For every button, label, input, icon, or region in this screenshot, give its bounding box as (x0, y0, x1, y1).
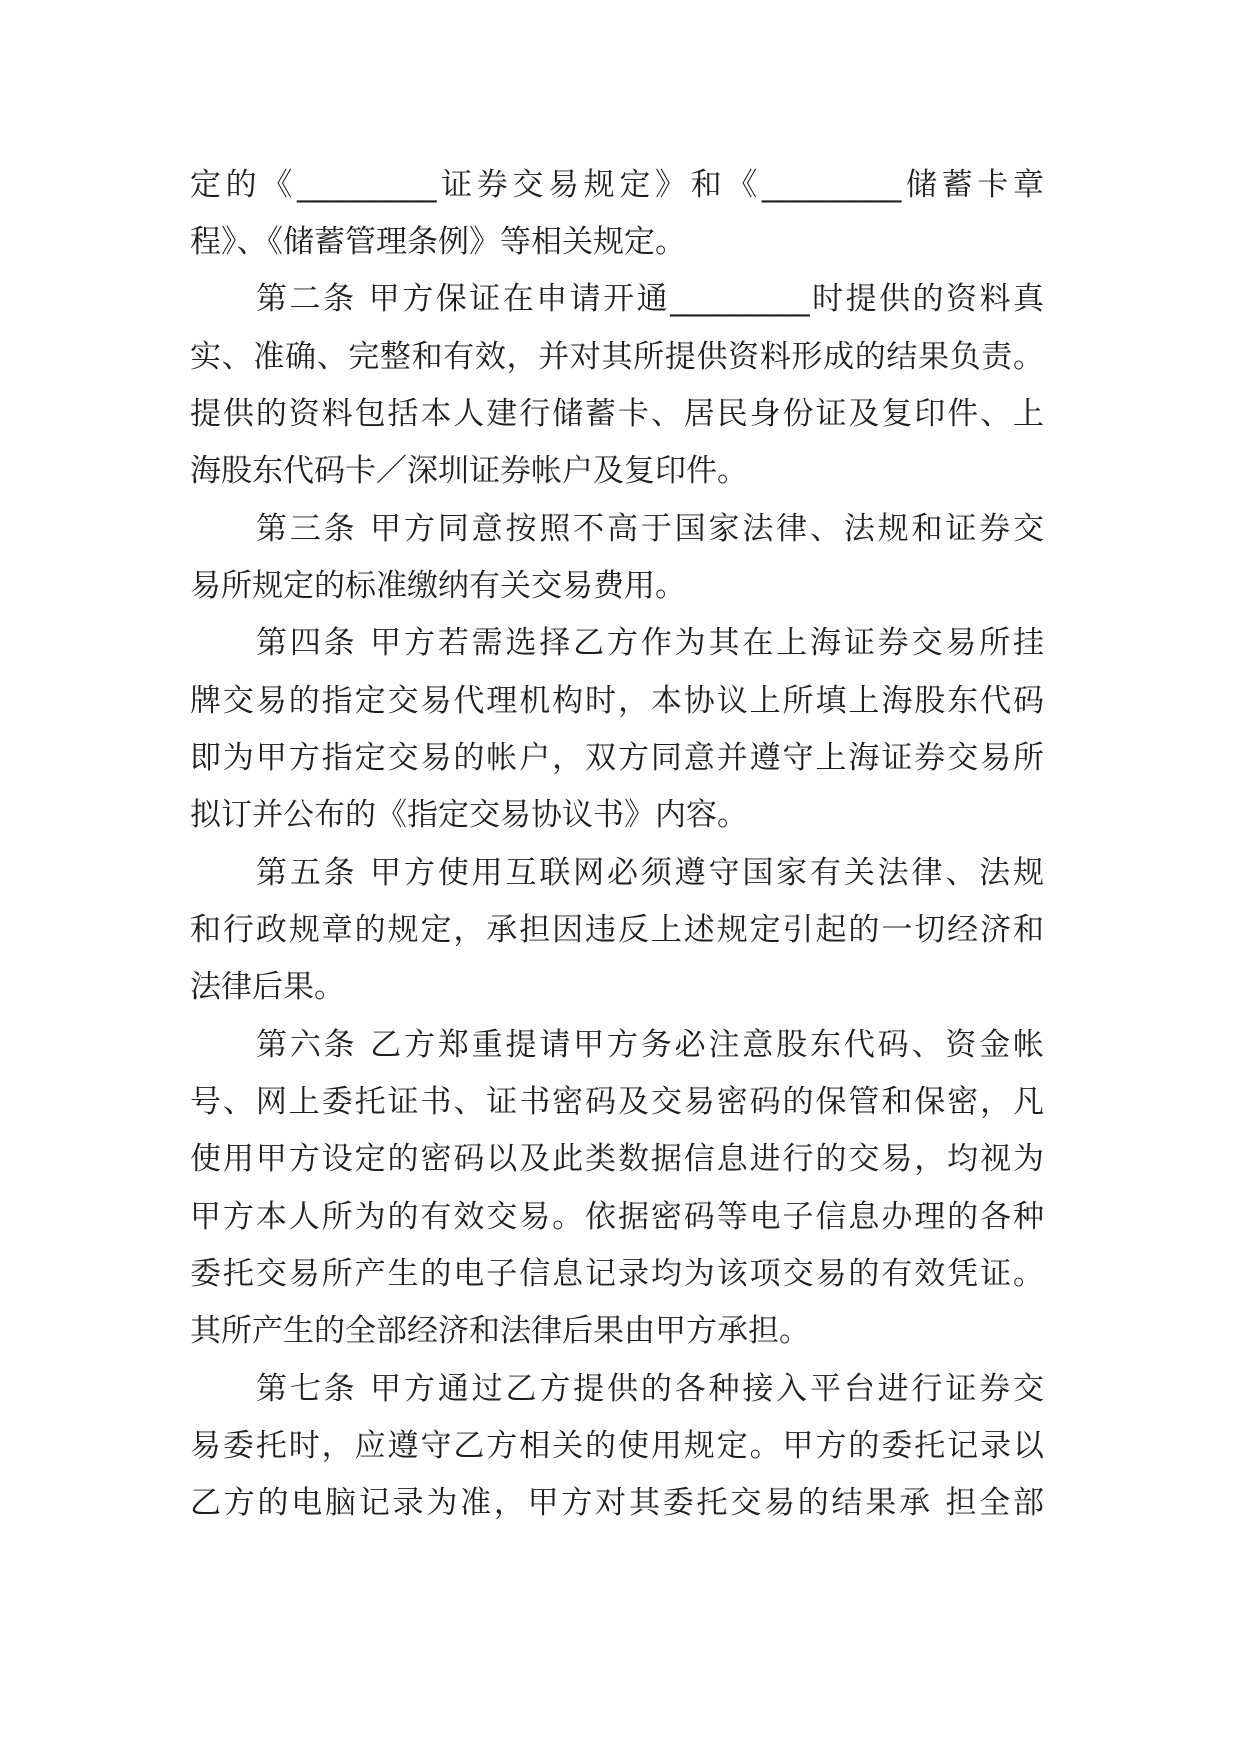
article-4-line-4: 拟订并公布的《指定交易协议书》内容。 (190, 797, 748, 833)
article-7-line-1: 第七条 甲方通过乙方提供的各种接入平台进行证券交 (256, 1371, 1044, 1407)
article-6-line-6: 其所产生的全部经济和法律后果由甲方承担。 (190, 1313, 810, 1349)
article-4-line-1: 第四条 甲方若需选择乙方作为其在上海证券交易所挂 (256, 625, 1044, 661)
text-line-1: 定的《_________证券交易规定》和《_________储蓄卡章 (190, 167, 1044, 203)
article-6-line-2: 号、网上委托证书、证书密码及交易密码的保管和保密，凡 (190, 1084, 1044, 1120)
article-6-line-4: 甲方本人所为的有效交易。依据密码等电子信息办理的各种 (190, 1199, 1044, 1235)
article-6-line-5: 委托交易所产生的电子信息记录均为该项交易的有效凭证。 (190, 1256, 1044, 1292)
article-7-line-2: 易委托时，应遵守乙方相关的使用规定。甲方的委托记录以 (190, 1428, 1044, 1464)
article-6-line-3: 使用甲方设定的密码以及此类数据信息进行的交易，均视为 (190, 1141, 1044, 1177)
article-3-line-1: 第三条 甲方同意按照不高于国家法律、法规和证券交 (256, 511, 1044, 547)
article-4-line-2: 牌交易的指定交易代理机构时，本协议上所填上海股东代码 (190, 683, 1044, 719)
text-line-2: 程》、《储蓄管理条例》等相关规定。 (190, 224, 686, 260)
article-2-line-3: 提供的资料包括本人建行储蓄卡、居民身份证及复印件、上 (190, 396, 1044, 432)
article-7-line-3: 乙方的电脑记录为准，甲方对其委托交易的结果承 担全部 (190, 1485, 1044, 1521)
article-5-line-3: 法律后果。 (190, 969, 345, 1005)
article-6-line-1: 第六条 乙方郑重提请甲方务必注意股东代码、资金帐 (256, 1027, 1044, 1063)
article-4-line-3: 即为甲方指定交易的帐户，双方同意并遵守上海证券交易所 (190, 740, 1044, 776)
article-2-line-4: 海股东代码卡／深圳证券帐户及复印件。 (190, 453, 748, 489)
article-2-line-1: 第二条 甲方保证在申请开通_________时提供的资料真 (256, 281, 1044, 317)
article-5-line-2: 和行政规章的规定，承担因违反上述规定引起的一切经济和 (190, 912, 1044, 948)
article-5-line-1: 第五条 甲方使用互联网必须遵守国家有关法律、法规 (256, 855, 1044, 891)
article-3-line-2: 易所规定的标准缴纳有关交易费用。 (190, 568, 686, 604)
article-2-line-2: 实、准确、完整和有效，并对其所提供资料形成的结果负责。 (190, 339, 1044, 375)
